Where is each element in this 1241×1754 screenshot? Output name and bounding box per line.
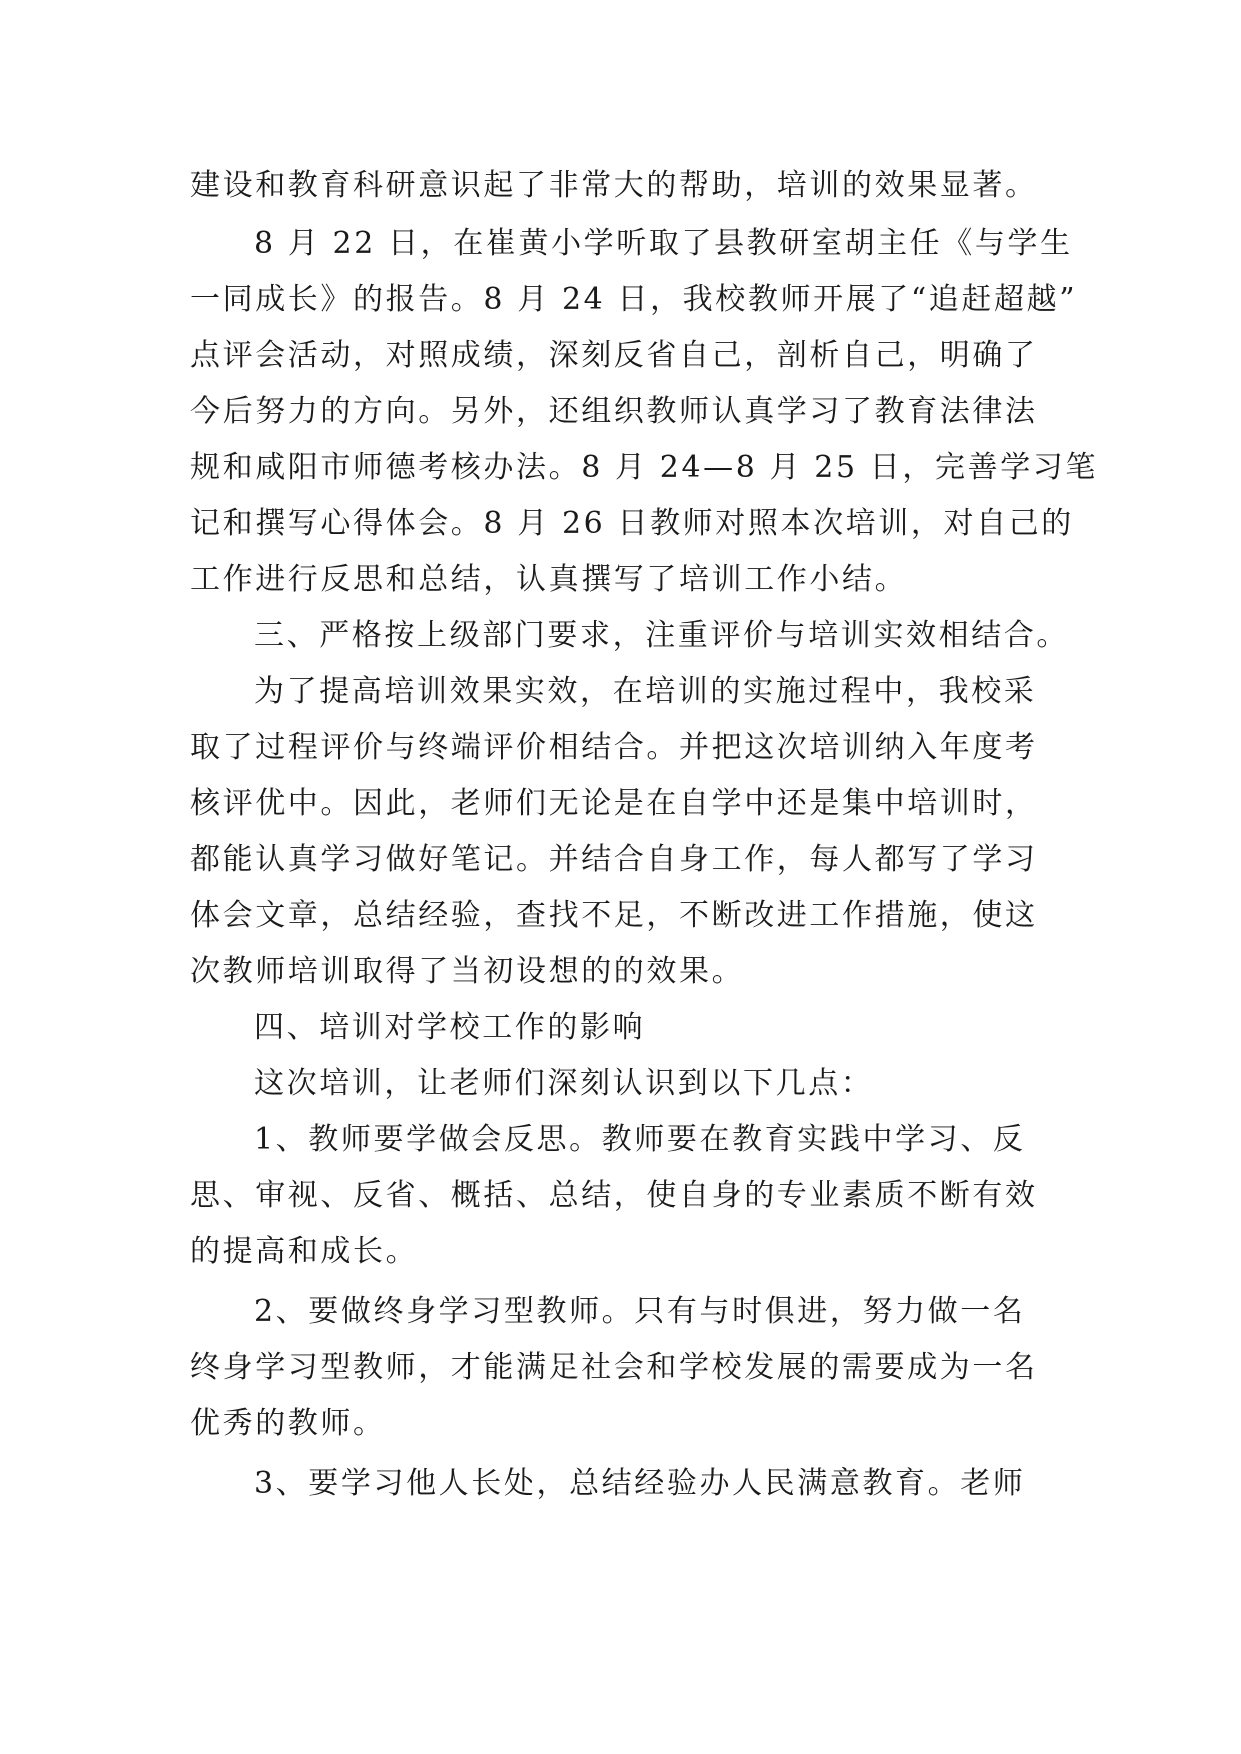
text-line: 次教师培训取得了当初设想的的效果。: [190, 954, 745, 989]
text-line: 规和咸阳市师德考核办法。8 月 24—8 月 25 日，完善学习笔: [190, 450, 1099, 485]
text-line: 优秀的教师。: [190, 1406, 386, 1441]
list-item: 2、要做终身学习型教师。只有与时俱进，努力做一名: [254, 1294, 1026, 1329]
text-line: 记和撰写心得体会。8 月 26 日教师对照本次培训，对自己的: [190, 506, 1074, 541]
text-line: 体会文章，总结经验，查找不足，不断改进工作措施，使这: [190, 898, 1038, 933]
text-line: 思、审视、反省、概括、总结，使自身的专业素质不断有效: [190, 1178, 1038, 1213]
list-item: 1、教师要学做会反思。教师要在教育实践中学习、反: [254, 1122, 1026, 1157]
text-line: 的提高和成长。: [190, 1234, 419, 1269]
text-line: 取了过程评价与终端评价相结合。并把这次培训纳入年度考: [190, 730, 1038, 765]
section-heading: 三、严格按上级部门要求，注重评价与培训实效相结合。: [254, 618, 1069, 653]
text-line: 都能认真学习做好笔记。并结合自身工作，每人都写了学习: [190, 842, 1038, 877]
text-line: 核评优中。因此，老师们无论是在自学中还是集中培训时，: [190, 786, 1038, 821]
text-line: 工作进行反思和总结，认真撰写了培训工作小结。: [190, 562, 908, 597]
text-line: 终身学习型教师，才能满足社会和学校发展的需要成为一名: [190, 1350, 1038, 1385]
text-line: 一同成长》的报告。8 月 24 日，我校教师开展了“追赶超越”: [190, 282, 1078, 317]
text-line: 今后努力的方向。另外，还组织教师认真学习了教育法律法: [190, 394, 1038, 429]
text-line: 建设和教育科研意识起了非常大的帮助，培训的效果显著。: [190, 168, 1038, 203]
section-heading: 四、培训对学校工作的影响: [254, 1010, 646, 1045]
text-line: 这次培训，让老师们深刻认识到以下几点：: [254, 1066, 874, 1101]
text-line: 点评会活动，对照成绩，深刻反省自己，剖析自己，明确了: [190, 338, 1038, 373]
text-line: 为了提高培训效果实效，在培训的实施过程中，我校采: [254, 674, 1037, 709]
text-line: 8 月 22 日，在崔黄小学听取了县教研室胡主任《与学生: [254, 226, 1073, 261]
list-item: 3、要学习他人长处，总结经验办人民满意教育。老师: [254, 1466, 1026, 1501]
